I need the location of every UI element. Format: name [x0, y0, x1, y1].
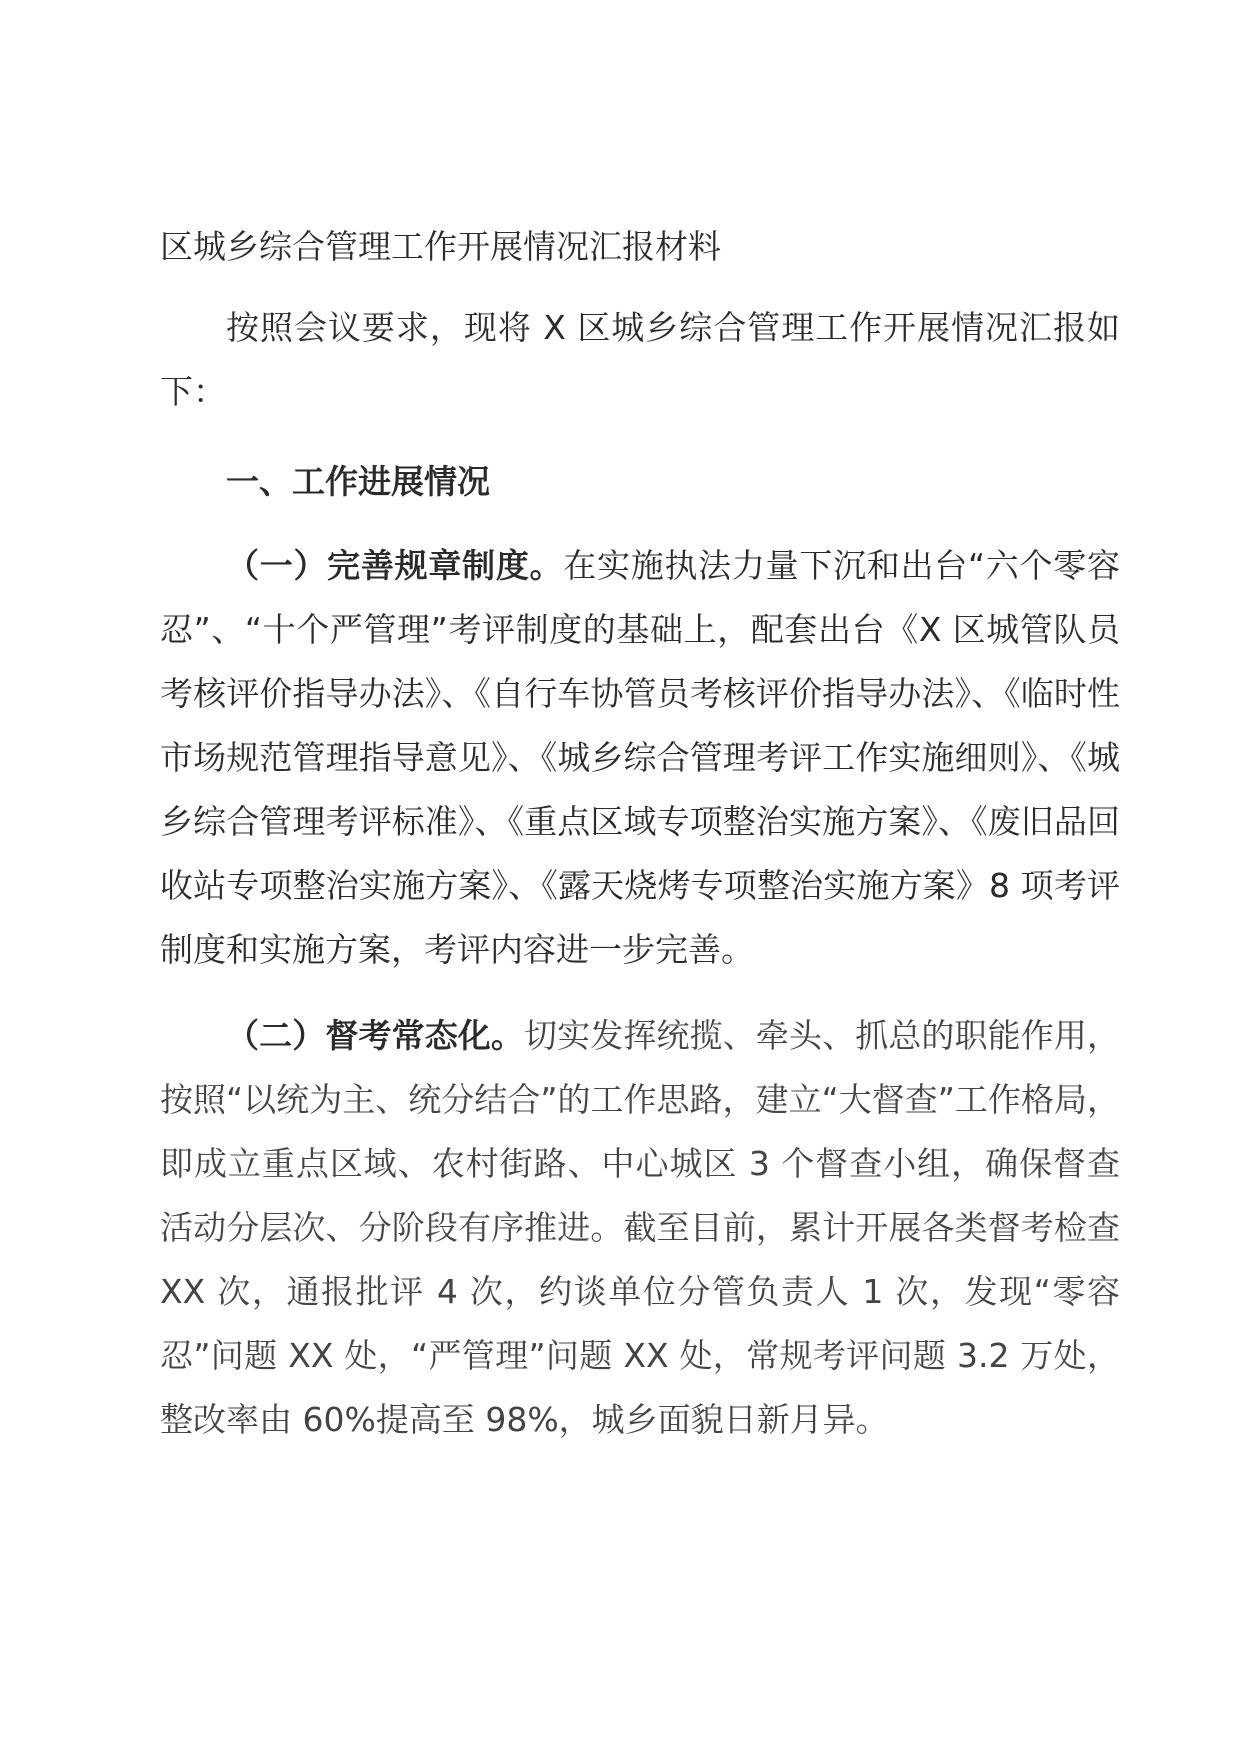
paragraph-item-2	[160, 1004, 1120, 1452]
section-heading: 一、工作进展情况	[226, 462, 490, 501]
item-1-lead: （一）完善规章制度。	[226, 546, 564, 585]
paragraph-item-1	[160, 534, 1120, 982]
item-2-body: 切实发挥统揽、牵头、抓总的职能作用，按照“以统为主、统分结合”的工作思路，建立“大督查”工作格局，即成立重点区域、农村街路、中心城区 3 个督查小组，确保督查活动分层次、分阶段有序推进。截至目前，累计开展各类督考检查 XX 次，通报批评 4 次，约谈单位分管负责人 1 次，发现“零容忍”问题 XX 处，“严管理”问题 XX 处，常规考评问题 3.2 万处，整改率由 60%提高至 98%，城乡面貌日新月异。	[160, 1016, 1121, 1439]
item-1-body: 在实施执法力量下沉和出台“六个零容忍”、“十个严管理”考评制度的基础上，配套出台《X 区城管队员考核评价指导办法》、《自行车协管员考核评价指导办法》、《临时性市场规范管理指导意见》、《城乡综合管理考评工作实施细则》、《城乡综合管理考评标准》、《重点区域专项整治实施方案》、《废旧品回收站专项整治实施方案》、《露天烧烤专项整治实施方案》8 项考评制度和实施方案，考评内容进一步完善。	[160, 546, 1120, 969]
document-title: 区城乡综合管理工作开展情况汇报材料	[160, 227, 721, 266]
document-page	[160, 218, 1120, 1452]
item-2-lead: （二）督考常态化。	[226, 1016, 525, 1055]
intro-paragraph: 按照会议要求，现将 X 区城乡综合管理工作开展情况汇报如下：	[160, 308, 1120, 411]
